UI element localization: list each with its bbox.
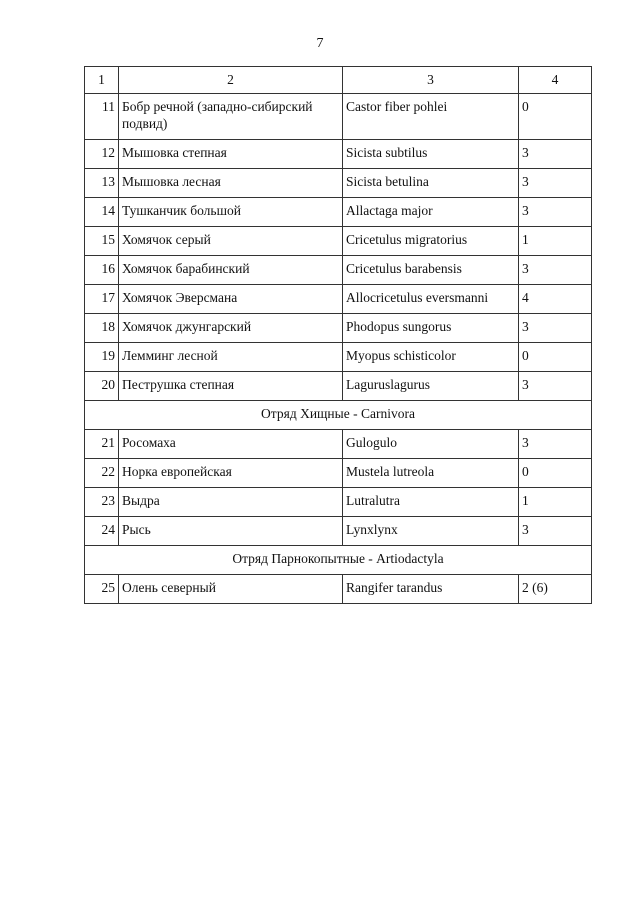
table-row (85, 285, 592, 314)
species-name-latin: Sicista subtilus (343, 140, 519, 169)
species-name-ru: Бобр речной (западно-сибирский подвид) (119, 94, 343, 140)
status-category: 3 (519, 517, 592, 546)
species-name-ru: Росомаха (119, 430, 343, 459)
species-name-latin: Cricetulus migratorius (343, 227, 519, 256)
row-number: 12 (85, 140, 119, 169)
row-number: 18 (85, 314, 119, 343)
row-number: 16 (85, 256, 119, 285)
section-header-row (85, 546, 592, 575)
table-row (85, 169, 592, 198)
species-name-latin: Castor fiber pohlei (343, 94, 519, 140)
status-category: 3 (519, 256, 592, 285)
species-name-latin: Cricetulus barabensis (343, 256, 519, 285)
species-name-ru: Рысь (119, 517, 343, 546)
status-category: 2 (6) (519, 575, 592, 604)
table-row (85, 256, 592, 285)
table-row (85, 459, 592, 488)
table-row (85, 488, 592, 517)
table-body (85, 67, 592, 604)
row-number: 22 (85, 459, 119, 488)
section-title: Отряд Парнокопытные - Artiodactyla (85, 546, 592, 575)
species-name-latin: Gulogulo (343, 430, 519, 459)
table-row (85, 198, 592, 227)
table-row (85, 227, 592, 256)
species-name-latin: Mustela lutreola (343, 459, 519, 488)
row-number: 15 (85, 227, 119, 256)
species-name-latin: Myopus schisticolor (343, 343, 519, 372)
species-name-latin: Phodopus sungorus (343, 314, 519, 343)
species-table (84, 66, 592, 604)
table-row (85, 517, 592, 546)
status-category: 3 (519, 372, 592, 401)
row-number: 24 (85, 517, 119, 546)
status-category: 3 (519, 314, 592, 343)
header-cell-4: 4 (519, 67, 592, 94)
species-name-latin: Lynxlynx (343, 517, 519, 546)
species-name-latin: Sicista betulina (343, 169, 519, 198)
species-name-ru: Лемминг лесной (119, 343, 343, 372)
table-row (85, 372, 592, 401)
table-row (85, 575, 592, 604)
table-row (85, 343, 592, 372)
section-header-row (85, 401, 592, 430)
species-name-latin: Lutralutra (343, 488, 519, 517)
species-name-ru: Хомячок серый (119, 227, 343, 256)
species-name-latin: Allactaga major (343, 198, 519, 227)
status-category: 3 (519, 140, 592, 169)
page-number: 7 (316, 36, 324, 51)
table-row (85, 314, 592, 343)
header-cell-3: 3 (343, 67, 519, 94)
species-name-ru: Мышовка лесная (119, 169, 343, 198)
species-name-latin: Allocricetulus eversmanni (343, 285, 519, 314)
status-category: 1 (519, 488, 592, 517)
table-header-row (85, 67, 592, 94)
species-name-ru: Хомячок джунгарский (119, 314, 343, 343)
table-row (85, 94, 592, 140)
table-row (85, 430, 592, 459)
row-number: 17 (85, 285, 119, 314)
species-name-ru: Выдра (119, 488, 343, 517)
row-number: 14 (85, 198, 119, 227)
status-category: 0 (519, 94, 592, 140)
status-category: 4 (519, 285, 592, 314)
status-category: 3 (519, 198, 592, 227)
status-category: 3 (519, 430, 592, 459)
table-row (85, 140, 592, 169)
row-number: 11 (85, 94, 119, 140)
species-name-ru: Тушканчик большой (119, 198, 343, 227)
species-name-ru: Пеструшка степная (119, 372, 343, 401)
row-number: 23 (85, 488, 119, 517)
section-title: Отряд Хищные - Carnivora (85, 401, 592, 430)
species-name-ru: Хомячок Эверсмана (119, 285, 343, 314)
species-name-latin: Laguruslagurus (343, 372, 519, 401)
status-category: 0 (519, 343, 592, 372)
species-name-latin: Rangifer tarandus (343, 575, 519, 604)
row-number: 21 (85, 430, 119, 459)
species-name-ru: Мышовка степная (119, 140, 343, 169)
row-number: 13 (85, 169, 119, 198)
status-category: 3 (519, 169, 592, 198)
species-name-ru: Хомячок барабинский (119, 256, 343, 285)
header-cell-2: 2 (119, 67, 343, 94)
row-number: 20 (85, 372, 119, 401)
status-category: 0 (519, 459, 592, 488)
header-cell-1: 1 (85, 67, 119, 94)
status-category: 1 (519, 227, 592, 256)
row-number: 19 (85, 343, 119, 372)
species-name-ru: Олень северный (119, 575, 343, 604)
row-number: 25 (85, 575, 119, 604)
species-name-ru: Норка европейская (119, 459, 343, 488)
